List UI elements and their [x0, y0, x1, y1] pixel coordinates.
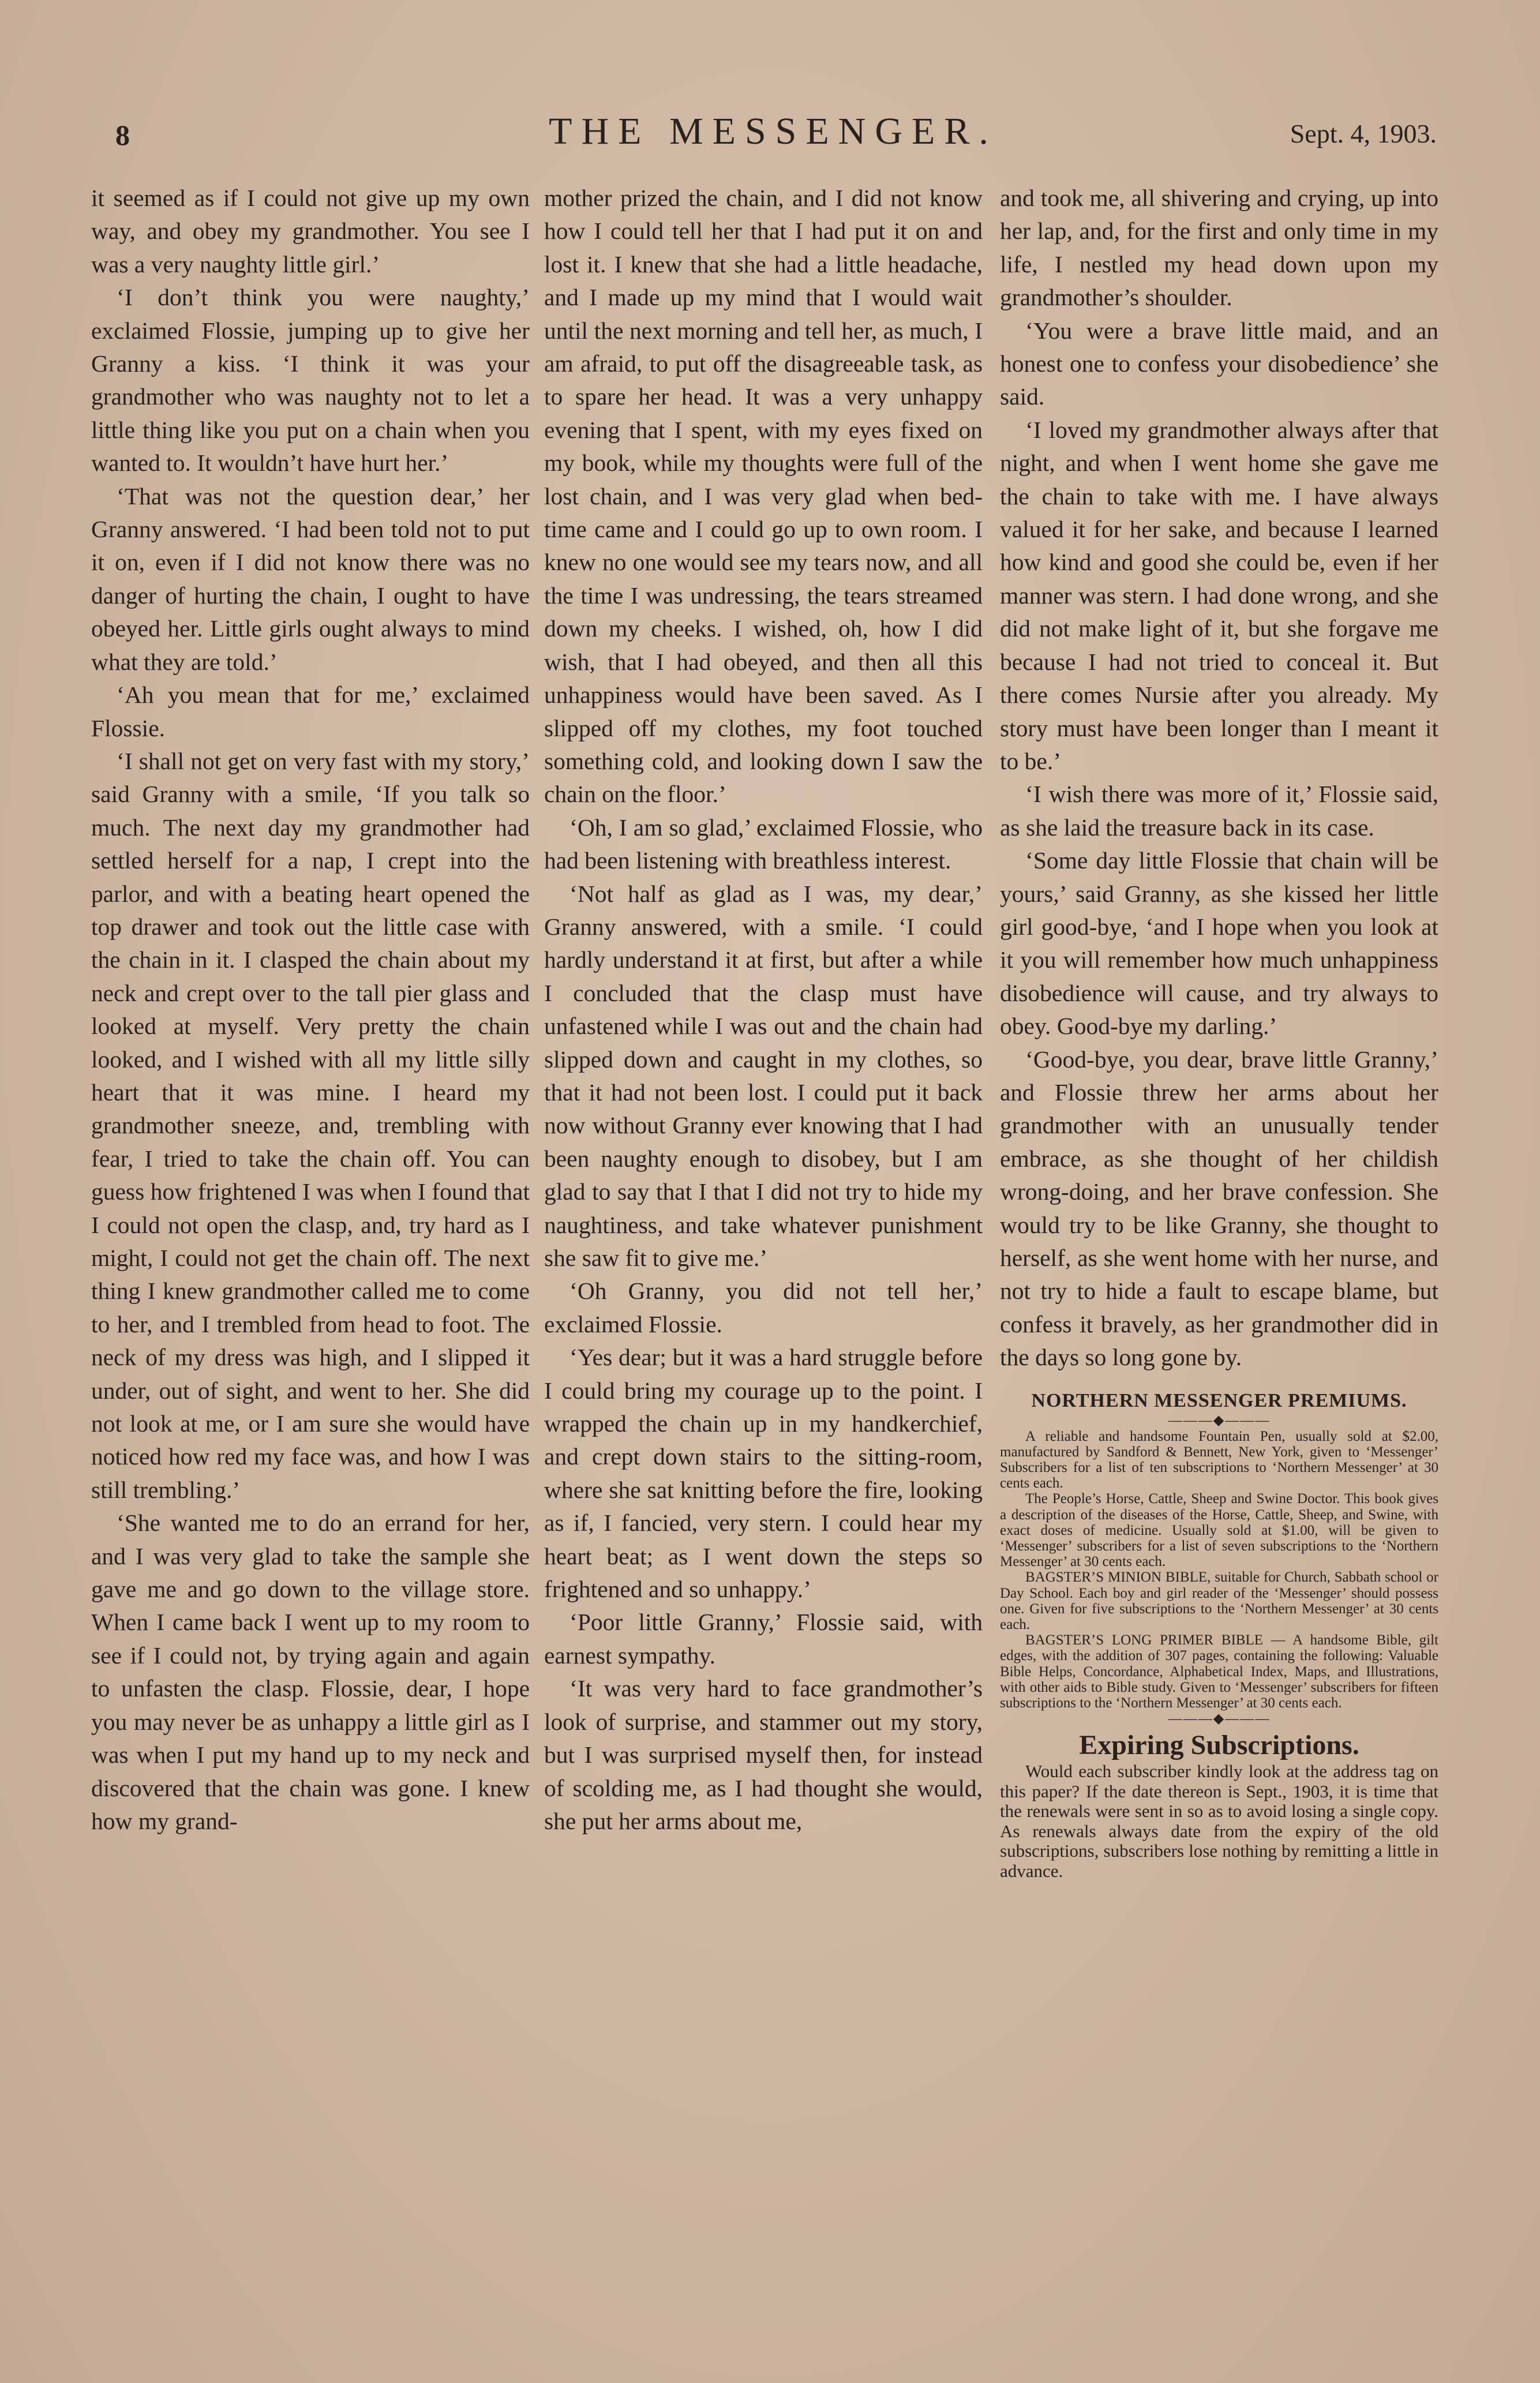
story-paragraph: ‘I don’t think you were naughty,’ exclaimed Flossie, jumping up to give her Granny a kiss. ‘I think it was your grandmother who was naughty not to let a little thing like you put on a chain when you wanted to. It wouldn’t have hurt her.’: [91, 284, 530, 477]
column-1: [91, 182, 530, 1838]
issue-date: Sept. 4, 1903.: [1290, 119, 1437, 148]
premiums-section: [1000, 1389, 1438, 1728]
story-paragraph: ‘It was very hard to face grandmother’s look of surprise, and stammer out my story, but I was surprised myself then, for instead of scolding me, as I had thought she would, she put her arms about me,: [544, 1675, 983, 1834]
story-paragraph: ‘Some day little Flossie that chain will be yours,’ said Granny, as she kissed her little girl good-bye, ‘and I hope when you look at it you will remember how much unhappiness disobedience will cause, and try always to obey. Good-bye my darling.’: [1000, 847, 1438, 1040]
story-paragraph: ‘She wanted me to do an errand for her, and I was very glad to take the sample she gave me and go down to the village store. When I came back I went up to my room to see if I could not, by trying again and again to unfasten the clasp. Flossie, dear, I hope you may never be as unhappy a little girl as I was when I put my hand up to my neck and discovered that the chain was gone. I knew how my grand-: [91, 1509, 530, 1834]
story-paragraph: ‘Yes dear; but it was a hard struggle before I could bring my courage up to the point. I wrapped the chain up in my handkerchief, and crept down stairs to the sitting-room, where she sat knitting before the fire, looking as if, I fancied, very stern. I could hear my heart beat; as I went down the steps so frightened and so unhappy.’: [544, 1344, 983, 1603]
expiring-title: Expiring Subscriptions.: [1079, 1730, 1359, 1761]
story-paragraph: mother prized the chain, and I did not know how I could tell her that I had put it on and lost it. I knew that she had a little headache, and I made up my mind that I would wait until the next morning and tell her, as much, I am afraid, to put off the disagreeable task, as to spare her head. It was a very unhappy evening that I spent, with my eyes fixed on my book, while my thoughts were full of the lost chain, and I was very glad when bed-time came and I could go up to own room. I knew no one would see my tears now, and all the time I was undressing, the tears streamed down my cheeks. I wished, oh, how I did wish, that I had obeyed, and then all this unhappiness would have been saved. As I slipped off my clothes, my foot touched something cold, and looking down I saw the chain on the floor.’: [544, 185, 983, 808]
page-number: 8: [115, 119, 130, 151]
story-paragraph: ‘Poor little Granny,’ Flossie said, with earnest sympathy.: [544, 1609, 983, 1669]
expiring-body: Would each subscriber kindly look at the address tag on this paper? If the date thereon is Sept., 1903, it is time that the renewals were sent in so as to avoid losing a single copy. As renewals always date from the expiry of the old subscriptions, subscribers lose nothing by remitting a little in advance.: [1000, 1761, 1438, 1881]
premiums-title: NORTHERN MESSENGER PREMIUMS.: [1031, 1389, 1407, 1411]
story-paragraph: ‘You were a brave little maid, and an honest one to confess your disobedience’ she said.: [1000, 317, 1438, 410]
story-paragraph: and took me, all shivering and crying, up into her lap, and, for the first and only time in my life, I nestled my head down upon my grandmother’s shoulder.: [1000, 185, 1438, 311]
story-paragraph: ‘Oh Granny, you did not tell her,’ exclaimed Flossie.: [544, 1277, 983, 1337]
column-3: [1000, 182, 1438, 1881]
ornament-divider-icon: ———◆———: [1168, 1412, 1271, 1428]
story-paragraph: ‘I wish there was more of it,’ Flossie said, as she laid the treasure back in its case.: [1000, 781, 1438, 841]
story-paragraph: ‘Good-bye, you dear, brave little Granny,’ and Flossie threw her arms about her grandmother with an unusually tender embrace, as she thought of her childish wrong-doing, and her brave confession. She would try to be like Granny, she thought to herself, as she went home with her nurse, and not try to hide a fault to escape blame, but confess it bravely, as her grandmother did in the days so long gone by.: [1000, 1046, 1438, 1371]
premium-item: BAGSTER’S MINION BIBLE, suitable for Church, Sabbath school or Day School. Each boy and girl reader of the ‘Messenger’ should possess one. Given for five subscriptions to the ‘Northern Messenger’ at 30 cents each.: [1000, 1569, 1438, 1633]
column-2: [544, 182, 983, 1838]
premium-item: A reliable and handsome Fountain Pen, usually sold at $2.00, manufactured by Sandford & Bennett, New York, given to ‘Messenger’ Subscribers for a list of ten subscriptions to ‘Northern Messenger’ at 30 cents each.: [1000, 1428, 1438, 1492]
story-paragraph: ‘Ah you mean that for me,’ exclaimed Flossie.: [91, 681, 530, 741]
story-paragraph: it seemed as if I could not give up my own way, and obey my grandmother. You see I was a very naughty little girl.’: [91, 185, 530, 278]
page-header: [87, 110, 1437, 162]
story-paragraph: ‘That was not the question dear,’ her Granny answered. ‘I had been told not to put it on, even if I did not know there was no danger of hurting the chain, I ought to have obeyed her. Little girls ought always to mind what they are told.’: [91, 482, 530, 675]
premium-item: BAGSTER’S LONG PRIMER BIBLE — A handsome Bible, gilt edges, with the addition of 307 pages, containing the following: Valuable Bible Helps, Concordance, Alphabetical Index, Maps, and Illustrations, with other aids to Bible study. Given to ‘Messenger’ subscribers for fifteen subscriptions to the ‘Northern Messenger’ at 30 cents each.: [1000, 1632, 1438, 1711]
story-paragraph: ‘Not half as glad as I was, my dear,’ Granny answered, with a smile. ‘I could hardly understand it at first, but after a while I concluded that the clasp must have unfastened while I was out and the chain had slipped down and caught in my clothes, so that it had not been lost. I could put it back now without Granny ever knowing that I had been naughty enough to disobey, but I am glad to say that I that I did not try to hide my naughtiness, and take whatever punishment she saw fit to give me.’: [544, 880, 983, 1271]
expiring-section: [1000, 1729, 1438, 1881]
premium-item: The People’s Horse, Cattle, Sheep and Swine Doctor. This book gives a description of the diseases of the Horse, Cattle, Sheep, and Swine, with exact doses of medicine. Usually sold at $1.00, will be given to ‘Messenger’ subscribers for a list of seven subscriptions to the ‘Northern Messenger’ at 30 cents each.: [1000, 1491, 1438, 1570]
story-paragraph: ‘I loved my grandmother always after that night, and when I went home she gave me the chain to take with me. I have always valued it for her sake, and because I learned how kind and good she could be, even if her manner was stern. I had done wrong, and she did not make light of it, but she forgave me because I had not tried to conceal it. But there comes Nursie after you already. My story must have been longer than I meant it to be.’: [1000, 416, 1438, 774]
masthead-title: THE MESSENGER.: [549, 110, 998, 152]
story-paragraph: ‘I shall not get on very fast with my story,’ said Granny with a smile, ‘If you talk so much. The next day my grandmother had settled herself for a nap, I crept into the parlor, and with a beating heart opened the top drawer and took out the little case with the chain in it. I clasped the chain about my neck and crept over to the tall pier glass and looked at myself. Very pretty the chain looked, and I wished with all my little silly heart that it was mine. I heard my grandmother sneeze, and, trembling with fear, I tried to take the chain off. You can guess how frightened I was when I found that I could not open the clasp, and, try hard as I might, I could not get the chain off. The next thing I knew grandmother called me to come to her, and I trembled from head to foot. The neck of my dress was high, and I slipped it under, out of sight, and went to her. She did not look at me, or I am sure she would have noticed how red my face was, and how I was still trembling.’: [91, 747, 530, 1503]
story-paragraph: ‘Oh, I am so glad,’ exclaimed Flossie, who had been listening with breathless interest.: [544, 814, 983, 874]
ornament-divider-icon: ———◆———: [1168, 1711, 1271, 1727]
